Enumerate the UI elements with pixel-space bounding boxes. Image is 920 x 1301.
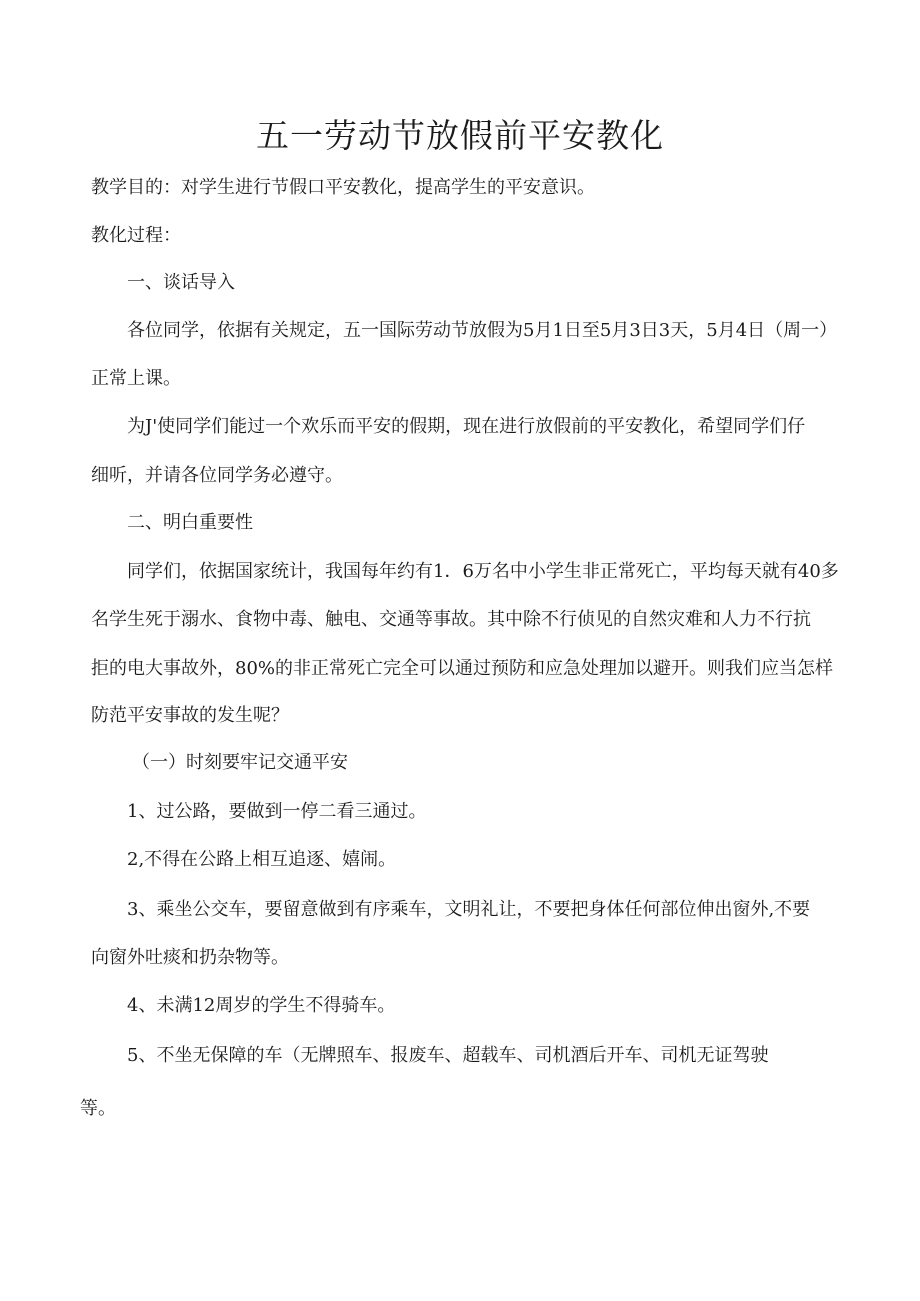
paragraph-line: 拒的电大事故外，80%的非正常死亡完全可以通过预防和应急处理加以避开。则我们应当怎样 <box>91 658 834 679</box>
paragraph-line: 防范平安事故的发生呢？ <box>91 705 289 726</box>
paragraph-line: 正常上课。 <box>91 368 181 389</box>
paragraph-line: 各位同学，依据有关规定，五一国际劳动节放假为5月1日至5月3日3天，5月4日（周一） <box>127 320 838 341</box>
paragraph-line: 细听，并请各位同学务必遵守。 <box>91 465 343 486</box>
list-item-continuation: 向窗外吐痰和扔杂物等。 <box>91 947 289 968</box>
paragraph-line: 同学们，依据国家统计，我国每年约有1．6万名中小学生非正常死亡，平均每天就有40多 <box>127 561 839 582</box>
list-item-continuation: 等。 <box>80 1098 116 1119</box>
list-item: 3、乘坐公交车，要留意做到有序乘车，文明礼让，不要把身体任何部位伸出窗外,不要 <box>127 899 811 920</box>
document-title: 五一劳动节放假前平安教化 <box>256 116 664 155</box>
subsection-heading-traffic: （一）时刻要牢记交通平安 <box>132 752 348 773</box>
paragraph-line: 为J'使同学们能过一个欢乐而平安的假期，现在进行放假前的平安教化，希望同学们仔 <box>127 416 806 437</box>
paragraph-line: 名学生死于溺水、食物中毒、触电、交通等事故。其中除不行侦见的自然灾难和人力不行抗 <box>91 609 811 630</box>
section-heading-importance: 二、明白重要性 <box>127 512 253 533</box>
teaching-goal-line: 教学目的：对学生进行节假口平安教化，提高学生的平安意识。 <box>91 177 595 198</box>
section-heading-intro: 一、谈话导入 <box>127 272 235 293</box>
list-item: 5、不坐无保障的车（无牌照车、报废车、超载车、司机酒后开车、司机无证驾驶 <box>127 1045 769 1066</box>
process-heading: 教化过程： <box>91 225 181 246</box>
list-item: 1、过公路，要做到一停二看三通过。 <box>127 801 427 822</box>
list-item: 2,不得在公路上相互追逐、嬉闹。 <box>127 849 397 870</box>
list-item: 4、未满12周岁的学生不得骑车。 <box>127 995 396 1016</box>
